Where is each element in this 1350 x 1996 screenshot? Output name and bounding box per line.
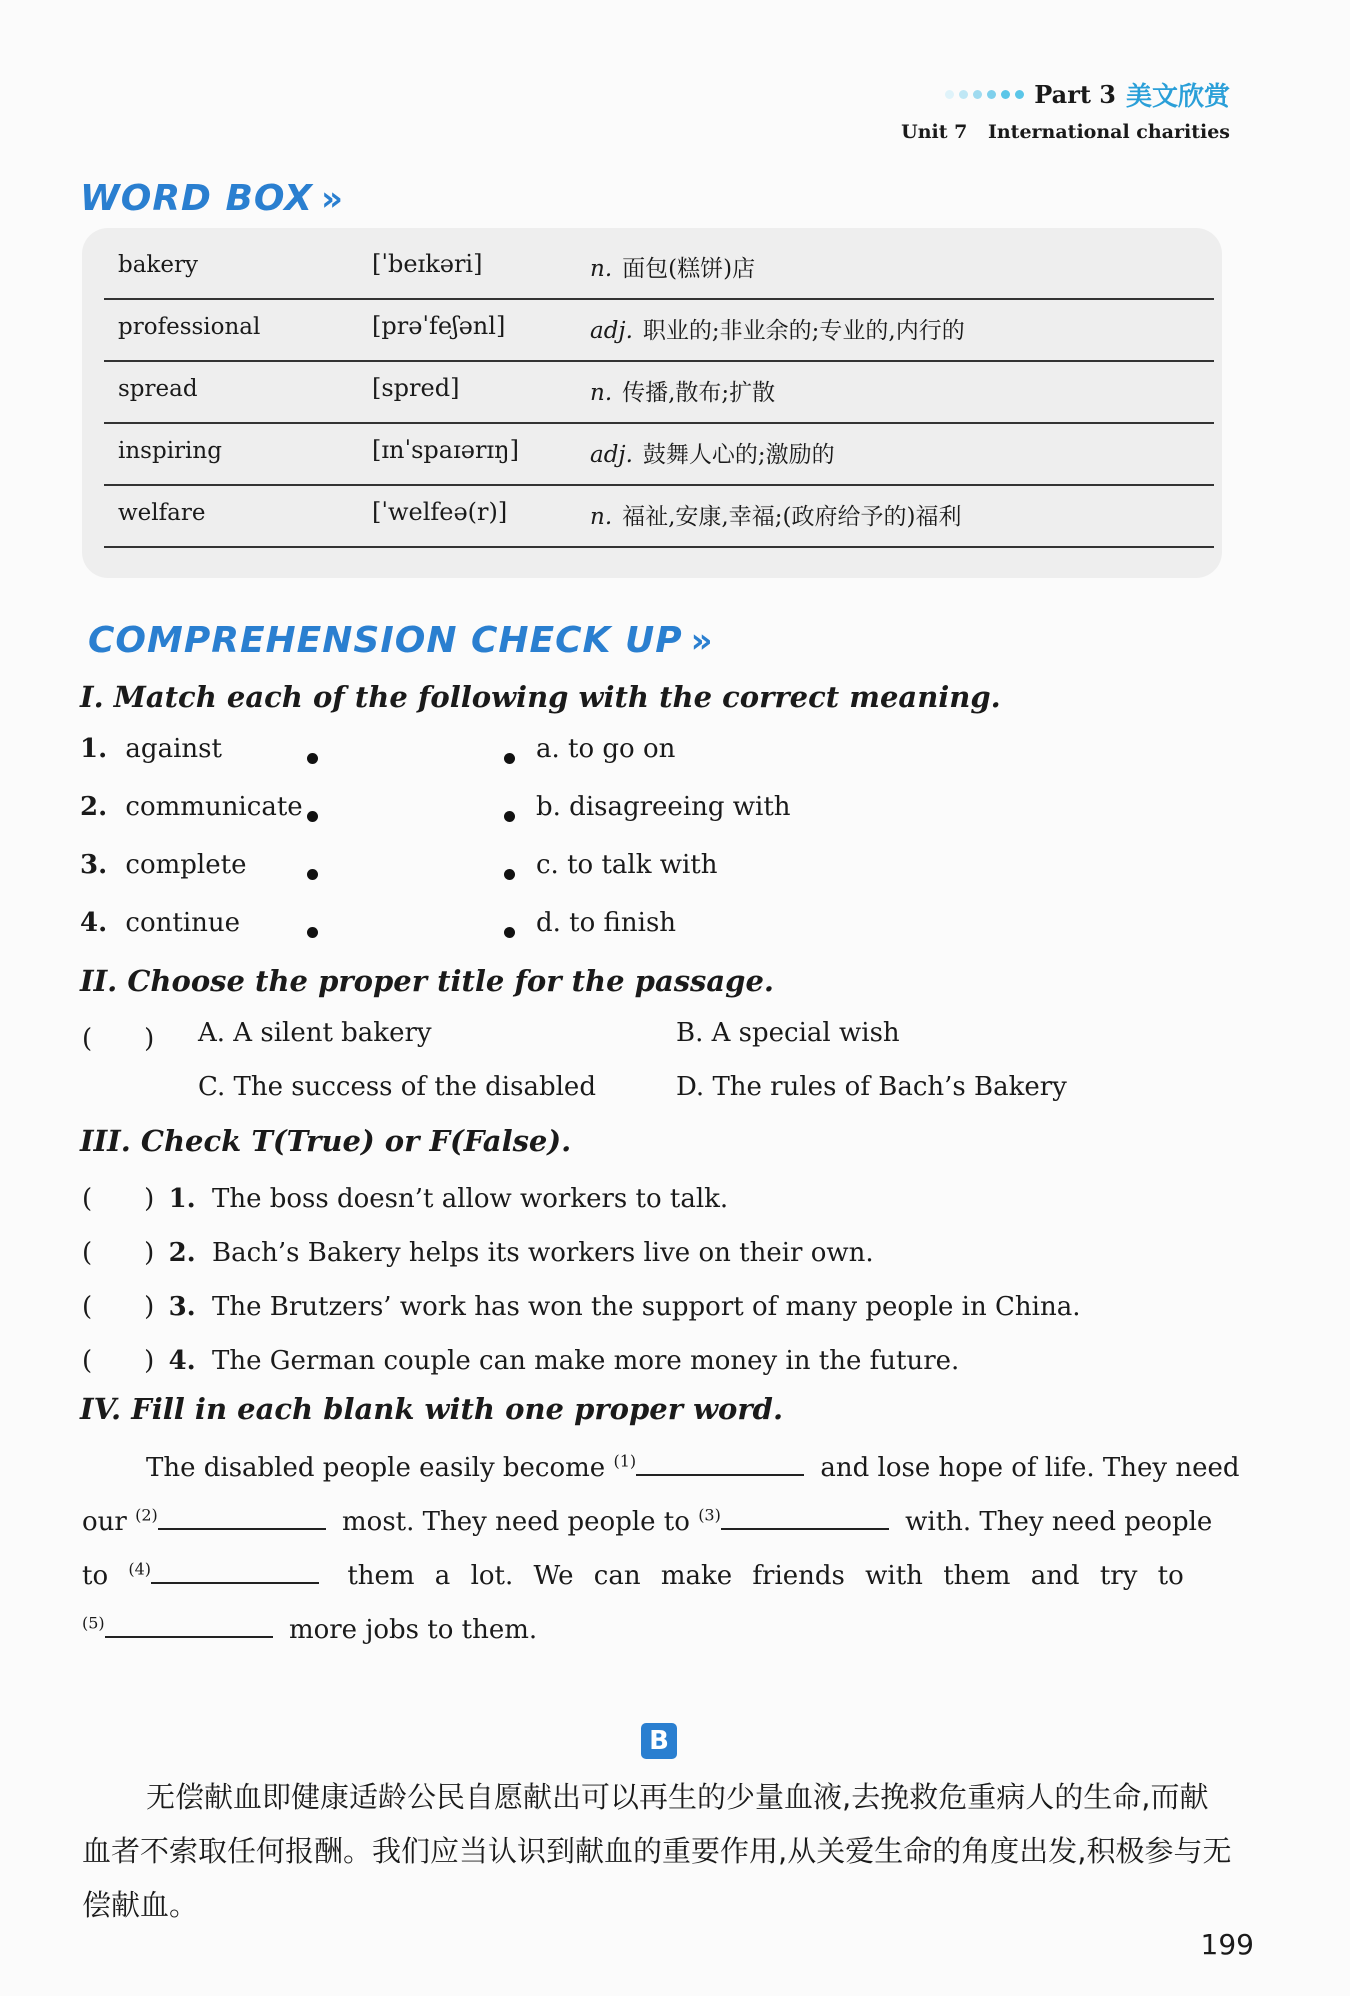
part-of-speech: adj. [590, 318, 633, 344]
match-dot[interactable] [504, 753, 515, 764]
word: bakery [118, 252, 198, 278]
fill-line-4: $^{(5)}$ more jobs to them. [82, 1610, 537, 1645]
blank-number: (4) [128, 1559, 152, 1579]
match-dot[interactable] [307, 753, 318, 764]
option-c: C. The success of the disabled [198, 1072, 596, 1102]
definition: 鼓舞人心的;激励的 [642, 442, 835, 468]
blank-number: (5) [82, 1613, 105, 1633]
tf-item: ( ) 3. The Brutzers’ work has won the support of many people in China. [82, 1292, 1081, 1322]
blank-number: (2) [135, 1505, 158, 1525]
pronunciation: [ɪnˈspaɪərɪŋ] [372, 436, 519, 464]
tf-item: ( ) 4. The German couple can make more money in the future. [82, 1346, 960, 1376]
match-dot[interactable] [504, 927, 515, 938]
match-right-item: c. to talk with [536, 850, 718, 880]
match-dot[interactable] [504, 869, 515, 880]
section-b-badge: B [641, 1723, 677, 1759]
answer-parentheses[interactable]: ( ) [82, 1238, 155, 1268]
blank-number: (1) [613, 1451, 637, 1471]
tf-item: ( ) 1. The boss doesn’t allow workers to talk. [82, 1184, 729, 1214]
unit-title: International charities [987, 121, 1230, 143]
answer-parentheses[interactable]: ( ) [82, 1024, 155, 1054]
definition: 传播,散布;扩散 [622, 380, 776, 406]
definition: 面包(糕饼)店 [622, 256, 756, 282]
part-label: Part 3 [1034, 80, 1116, 109]
blank-number: (3) [698, 1505, 721, 1525]
comprehension-title: COMPREHENSION CHECK UP » [88, 620, 714, 661]
chevron-right-icon: » [690, 621, 714, 661]
pronunciation: [spred] [372, 374, 460, 402]
part-of-speech: n. [590, 256, 613, 282]
word-row [104, 486, 1214, 548]
unit-label: Unit 7 [901, 121, 968, 143]
part-chinese-title: 美文欣赏 [1125, 82, 1230, 112]
pronunciation: [ˈbeɪkəri] [372, 250, 483, 278]
fill-line-2: our $^{(2)}$ most. They need people to $^{(3)}$ with. They need people [82, 1502, 1212, 1537]
part-of-speech: n. [590, 380, 613, 406]
tf-item: ( ) 2. Bach’s Bakery helps its workers live on their own. [82, 1238, 874, 1268]
word-row [104, 300, 1214, 362]
word-box [82, 228, 1222, 578]
exercise-2-heading: II. Choose the proper title for the passage. [80, 964, 775, 998]
answer-parentheses[interactable]: ( ) [82, 1184, 155, 1214]
match-dot[interactable] [307, 869, 318, 880]
match-left-item: 2. communicate [80, 792, 303, 822]
match-dot[interactable] [307, 811, 318, 822]
word: inspiring [118, 438, 222, 464]
part-of-speech: n. [590, 504, 613, 530]
match-right-item: d. to finish [536, 908, 677, 938]
exercise-1-heading: I. Match each of the following with the correct meaning. [80, 680, 1001, 714]
definition: 福祉,安康,幸福;(政府给予的)福利 [622, 504, 962, 530]
match-dot[interactable] [307, 927, 318, 938]
definition: 职业的;非业余的;专业的,内行的 [642, 318, 965, 344]
blank-input-4[interactable] [151, 1556, 319, 1584]
word: professional [118, 314, 261, 340]
word-row [104, 362, 1214, 424]
part-of-speech: adj. [590, 442, 633, 468]
word: welfare [118, 500, 206, 526]
pronunciation: [ˈwelfeə(r)] [372, 498, 508, 526]
option-d: D. The rules of Bach’s Bakery [676, 1072, 1067, 1102]
word: spread [118, 376, 198, 402]
word-row [104, 238, 1214, 300]
option-a: A. A silent bakery [198, 1018, 432, 1048]
blank-input-3[interactable] [721, 1502, 889, 1530]
match-left-item: 3. complete [80, 850, 247, 880]
section-b-paragraph: 无偿献血即健康适龄公民自愿献出可以再生的少量血液,去挽救危重病人的生命,而献血者不索取任何报酬。我们应当认识到献血的重要作用,从关爱生命的角度出发,积极参与无偿献血。 [82, 1780, 1232, 1922]
exercise-3-heading: III. Check T(True) or F(False). [80, 1124, 572, 1158]
answer-parentheses[interactable]: ( ) [82, 1346, 155, 1376]
word-box-title: WORD BOX » [80, 178, 344, 219]
page-header [901, 76, 1230, 143]
match-left-item: 1. against [80, 734, 222, 764]
match-right-item: a. to go on [536, 734, 676, 764]
fill-line-1: The disabled people easily become $^{(1)}$ and lose hope of life. They need [146, 1448, 1240, 1483]
blank-input-5[interactable] [105, 1610, 273, 1638]
match-left-item: 4. continue [80, 908, 241, 938]
blank-input-2[interactable] [158, 1502, 326, 1530]
answer-parentheses[interactable]: ( ) [82, 1292, 155, 1322]
match-right-item: b. disagreeing with [536, 792, 791, 822]
word-row [104, 424, 1214, 486]
blank-input-1[interactable] [636, 1448, 804, 1476]
page-number: 199 [1200, 1928, 1254, 1961]
chevron-right-icon: » [320, 179, 344, 219]
exercise-4-heading: IV. Fill in each blank with one proper word. [80, 1392, 784, 1426]
pronunciation: [prəˈfeʃənl] [372, 312, 506, 340]
option-b: B. A special wish [676, 1018, 900, 1048]
match-dot[interactable] [504, 811, 515, 822]
dots-decoration [945, 90, 1024, 99]
fill-line-3: to $^{(4)}$ them a lot. We can make friends with them and try to [82, 1556, 1184, 1591]
